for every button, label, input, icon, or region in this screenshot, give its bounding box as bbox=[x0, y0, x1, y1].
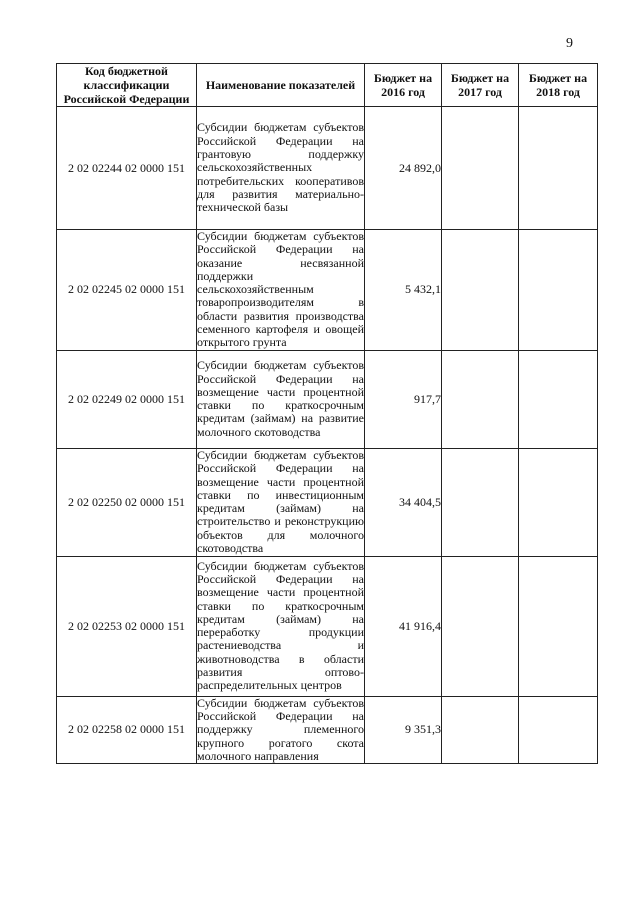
budget-2018-cell bbox=[519, 350, 598, 448]
indicator-name-cell: Субсидии бюджетам субъектов Российской Федерации на возмещение части процентной ставки по краткосрочным кредитам (займам) на развитие молочного скотоводства bbox=[197, 350, 365, 448]
budget-2018-cell bbox=[519, 107, 598, 230]
header-budget-2017: Бюджет на 2017 год bbox=[442, 64, 519, 107]
budget-2018-cell bbox=[519, 230, 598, 351]
budget-2017-cell bbox=[442, 696, 519, 763]
budget-code-cell: 2 02 02245 02 0000 151 bbox=[57, 230, 197, 351]
budget-2017-cell bbox=[442, 556, 519, 696]
table-row bbox=[57, 556, 598, 696]
header-code: Код бюджетной классификации Российской Федерации bbox=[57, 64, 197, 107]
budget-2018-cell bbox=[519, 448, 598, 556]
page-number: 9 bbox=[566, 36, 573, 51]
budget-2017-cell bbox=[442, 448, 519, 556]
table-row bbox=[57, 107, 598, 230]
budget-code-cell: 2 02 02253 02 0000 151 bbox=[57, 556, 197, 696]
budget-table bbox=[56, 63, 598, 764]
table-row bbox=[57, 696, 598, 763]
indicator-name-cell: Субсидии бюджетам субъектов Российской Федерации на возмещение части процентной ставки по краткосрочным кредитам (займам) на переработку продукции растениеводства и животноводства в области развития оптово-распределительных центров bbox=[197, 556, 365, 696]
table-row bbox=[57, 230, 598, 351]
budget-2016-cell: 41 916,4 bbox=[365, 556, 442, 696]
budget-2018-cell bbox=[519, 696, 598, 763]
budget-2016-cell: 9 351,3 bbox=[365, 696, 442, 763]
indicator-name-cell: Субсидии бюджетам субъектов Российской Федерации на оказание несвязанной поддержки сельскохозяйственным товаропроизводителям в области развития производства семенного картофеля и овощей открытого грунта bbox=[197, 229, 364, 350]
indicator-name-cell: Субсидии бюджетам субъектов Российской Федерации на возмещение части процентной ставки по инвестиционным кредитам (займам) на строительство и реконструкцию объектов для молочного скотоводства bbox=[197, 447, 364, 556]
budget-2018-cell bbox=[519, 556, 598, 696]
budget-code-cell: 2 02 02244 02 0000 151 bbox=[57, 107, 197, 230]
budget-2016-cell: 5 432,1 bbox=[365, 230, 442, 351]
budget-code-cell: 2 02 02249 02 0000 151 bbox=[57, 350, 197, 448]
budget-2016-cell: 24 892,0 bbox=[365, 107, 442, 230]
budget-2017-cell bbox=[442, 350, 519, 448]
header-budget-2016: Бюджет на 2016 год bbox=[365, 64, 442, 107]
budget-2016-cell: 917,7 bbox=[365, 350, 442, 448]
indicator-name-cell: Субсидии бюджетам субъектов Российской Федерации на поддержку племенного крупного рогатого скота молочного направления bbox=[197, 695, 364, 763]
header-row bbox=[57, 64, 598, 107]
table-row bbox=[57, 448, 598, 556]
indicator-name-cell: Субсидии бюджетам субъектов Российской Федерации на грантовую поддержку сельскохозяйственных потребительских кооперативов для развития материально-технической базы bbox=[197, 107, 365, 230]
budget-2016-cell: 34 404,5 bbox=[365, 448, 442, 556]
budget-2017-cell bbox=[442, 230, 519, 351]
budget-code-cell: 2 02 02258 02 0000 151 bbox=[57, 696, 197, 763]
budget-code-cell: 2 02 02250 02 0000 151 bbox=[57, 448, 197, 556]
header-name: Наименование показателей bbox=[197, 64, 365, 107]
header-budget-2018: Бюджет на 2018 год bbox=[519, 64, 598, 107]
budget-2017-cell bbox=[442, 107, 519, 230]
table-row bbox=[57, 350, 598, 448]
